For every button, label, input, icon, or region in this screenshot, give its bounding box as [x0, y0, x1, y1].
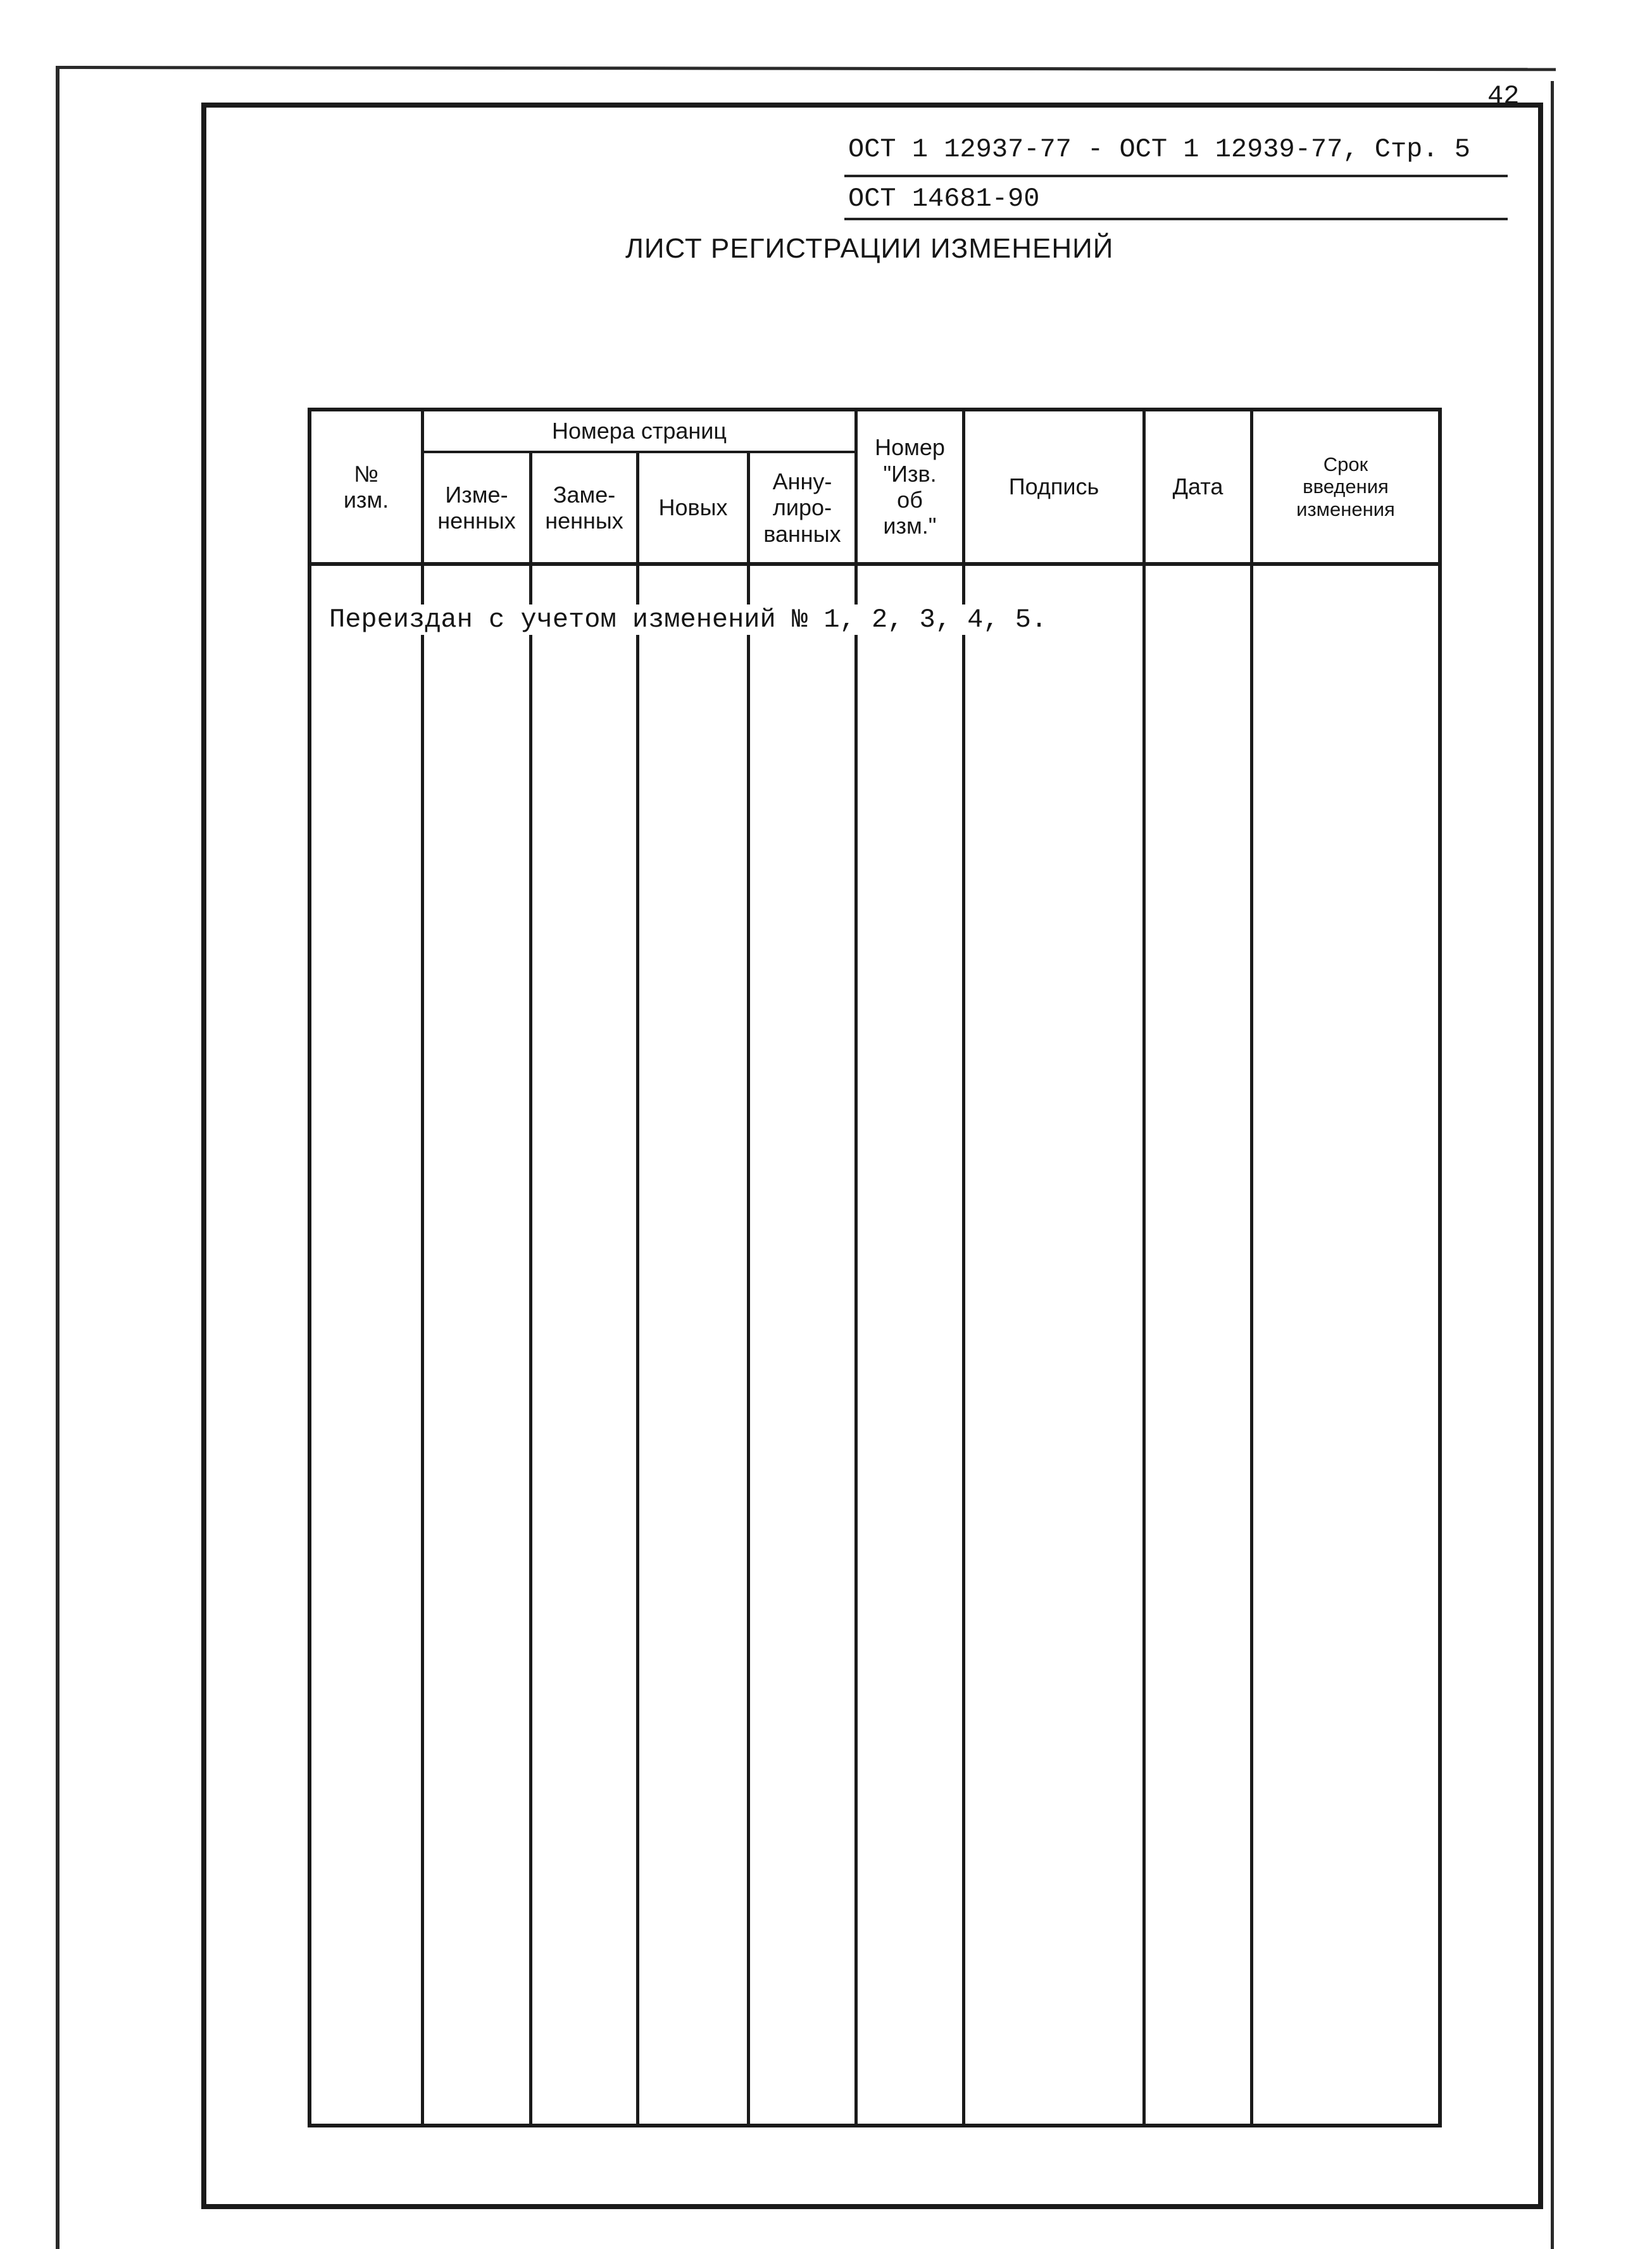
page-title: ЛИСТ РЕГИСТРАЦИИ ИЗМЕНЕНИЙ — [625, 233, 1114, 264]
col-line-3 — [636, 451, 639, 2127]
header-annulled: Анну- лиро- ванных — [763, 468, 841, 547]
page-edge-left — [56, 66, 59, 2249]
header-new: Новых — [658, 494, 728, 521]
reissue-note — [329, 605, 1047, 635]
col-line-8 — [1250, 408, 1253, 2127]
reissue-note-text: Переиздан с учетом изменений № 1, 2, 3, 4, 5. — [329, 605, 1048, 635]
header-change-no: № изм. — [343, 460, 389, 513]
col-line-6 — [962, 408, 965, 2127]
col-line-4 — [747, 451, 750, 2127]
header-changed: Изме- ненных — [437, 481, 516, 534]
header-page-numbers: Номера страниц — [552, 418, 727, 444]
table-bottom-line — [308, 2124, 1442, 2127]
header-bottom-line — [308, 562, 1442, 566]
header-signature: Подпись — [1008, 473, 1099, 500]
col-line-5 — [854, 408, 858, 2127]
header-replaced: Заме- ненных — [545, 481, 623, 534]
header-underline-1 — [844, 175, 1508, 177]
col-line-2 — [529, 451, 532, 2127]
standard-designation-2: ОСТ 14681-90 — [848, 184, 1040, 214]
header-notice-no: Номер "Изв. об изм." — [875, 434, 945, 539]
page-edge-top — [56, 66, 1556, 71]
page-edge-right — [1551, 81, 1554, 2249]
header-underline-2 — [844, 218, 1508, 220]
table-left-line — [308, 408, 311, 2127]
header-deadline: Срок введения изменения — [1296, 453, 1395, 520]
standard-designation: ОСТ 1 12937-77 - ОСТ 1 12939-77, Стр. 5 — [848, 134, 1470, 165]
col-line-7 — [1142, 408, 1146, 2127]
page-number: 42 — [1487, 81, 1520, 111]
header-date: Дата — [1172, 473, 1223, 500]
col-line-1 — [421, 408, 424, 2127]
table-right-line — [1438, 408, 1442, 2127]
